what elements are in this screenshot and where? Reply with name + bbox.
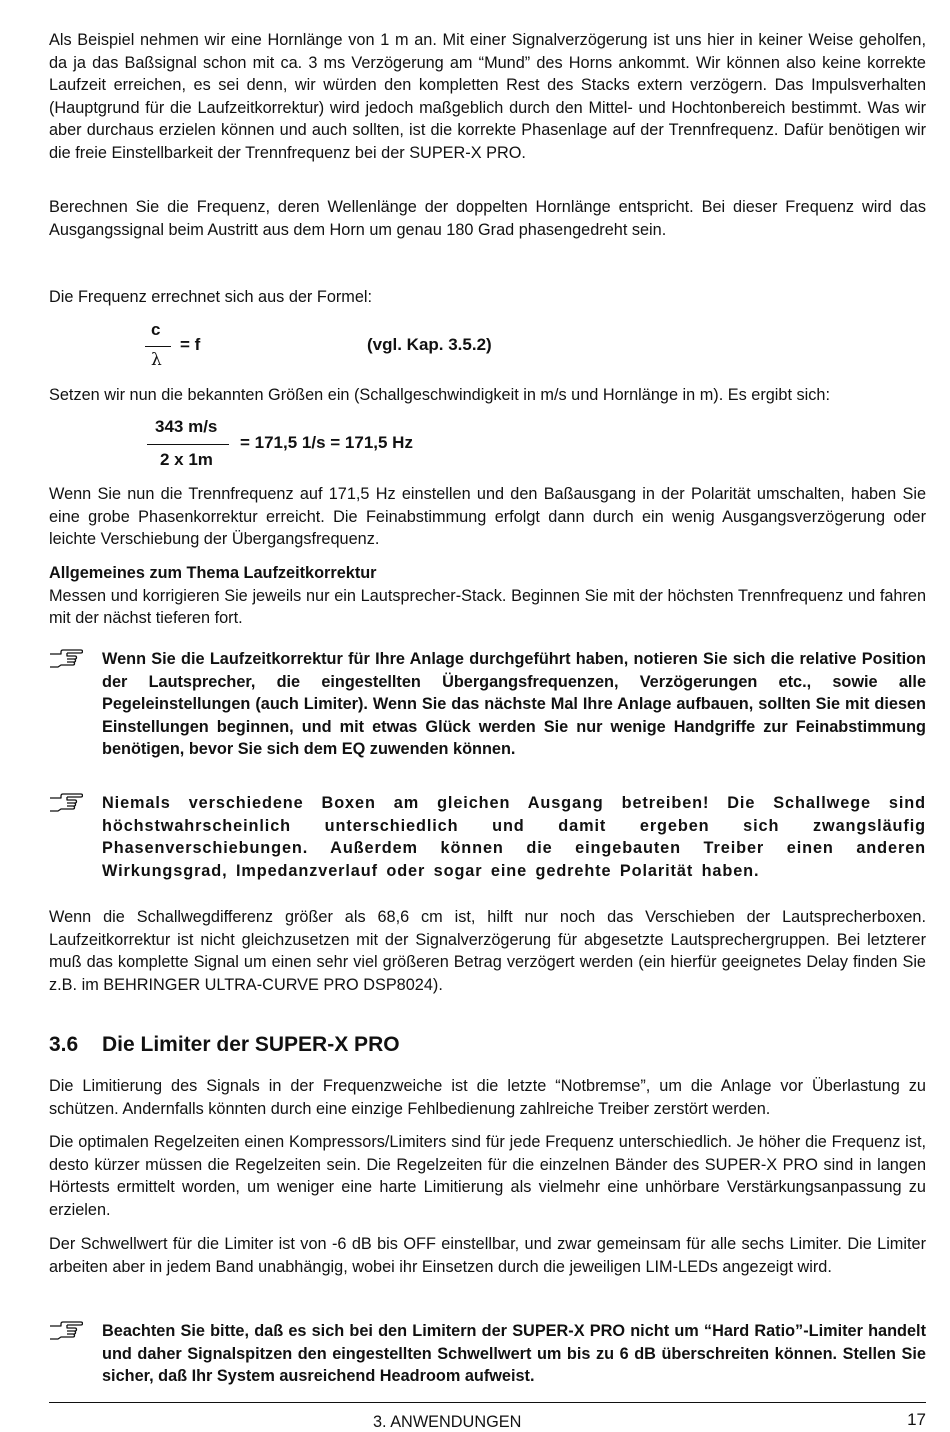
note-block: [49, 792, 926, 882]
paragraph-text: Die optimalen Regelzeiten einen Kompressors/Limiters sind für jede Frequenz unterschiedlich. Je höher die Frequenz ist, desto kürzer müssen die Regelzeiten sein. Die Regelzeiten für die einzelnen Bänder des SUPER-X PRO sind in langen Hörtests ermittelt worden, um weniger eine harte Limitierung als vielmehr eine unhörbare Verstärkungsanpassung zu erzielen.: [49, 1133, 926, 1219]
footer-chapter: 3. ANWENDUNGEN: [373, 1413, 522, 1431]
paragraph-text: Berechnen Sie die Frequenz, deren Wellenlänge der doppelten Hornlänge entspricht. Bei dieser Frequenz wird das Ausgangssignal beim Austritt aus dem Horn um genau 180 Grad phasengedreht sein.: [49, 198, 926, 239]
fraction-bar: [147, 444, 229, 445]
subheading: Allgemeines zum Thema Laufzeitkorrektur: [49, 564, 377, 582]
formula-reference: (vgl. Kap. 3.5.2): [367, 335, 492, 354]
formula-denominator: λ: [151, 350, 162, 370]
paragraph-text: Messen und korrigieren Sie jeweils nur ein Lautsprecher-Stack. Beginnen Sie mit der höchsten Trennfrequenz und fahren mit der nächst tieferen fort.: [49, 586, 926, 628]
note-block: [49, 1320, 926, 1388]
formula-result: = f: [180, 335, 201, 354]
paragraph-threshold: [49, 1233, 926, 1278]
page-number: 17: [907, 1410, 926, 1429]
paragraph-formula-intro: [49, 286, 926, 309]
pointing-hand-icon: [49, 792, 83, 814]
formula-calculation: [147, 414, 647, 476]
note-text: Wenn Sie die Laufzeitkorrektur für Ihre Anlage durchgeführt haben, notieren Sie sich die relative Position der Lautsprecher, die eingestellten Übergangsfrequenzen, Verzögerungen etc., sowie alle Pegeleinstellungen (auch Limiter). Wenn Sie das nächste Mal Ihre Anlage aufbauen, sollten Sie mit diesen Einstellungen beginnen, und mit etwas Glück werden Sie nur wenige Handgriffe zur Feinabstimmung benötigen, bevor Sie sich dem EQ zuwenden können.: [102, 650, 926, 759]
paragraph-control-times: [49, 1131, 926, 1221]
section-heading: [49, 1033, 400, 1057]
paragraph-limiter-intro: [49, 1075, 926, 1120]
note-text: Niemals verschiedene Boxen am gleichen Ausgang betreiben! Die Schallwege sind höchstwahrscheinlich unterschiedlich und damit ergeben sich zwangsläufig Phasenverschiebungen. Außerdem können die eingebauten Treiber einen anderen Wirkungsgrad, Impedanzverlauf oder sogar eine gedrehte Polarität haben.: [102, 794, 926, 880]
paragraph-phase-correction: [49, 483, 926, 551]
pointing-hand-icon: [49, 648, 83, 670]
formula-numerator: c: [151, 320, 161, 339]
paragraph-horn-example: [49, 29, 926, 165]
paragraph-path-difference: [49, 906, 926, 996]
formula-numerator: 343 m/s: [155, 417, 218, 436]
paragraph-text: Wenn Sie nun die Trennfrequenz auf 171,5 Hz einstellen und den Baßausgang in der Polarität umschalten, haben Sie eine grobe Phasenkorrektur erreicht. Die Feinabstimmung erfolgt dann durch ein wenig Ausgangsverzögerung oder leichte Verschiebung der Übergangsfrequenz.: [49, 485, 926, 549]
paragraph-text: Als Beispiel nehmen wir eine Hornlänge von 1 m an. Mit einer Signalverzögerung ist uns hier in keiner Weise geholfen, da ja das Baßsignal schon mit ca. 3 ms Verzögerung am “Mund” des Horns ankommt. Wir können also keine korrekte Laufzeit erreichen, es sei denn, wir würden den kompletten Rest des Stacks extern verzögern. Das Impulsverhalten (Hauptgrund für die Laufzeitkorrektur) wird jedoch maßgeblich durch den Mittel- und Hochtonbereich bestimmt. Was wir aber durchaus erzielen können und auch sollten, ist die korrekte Phasenlage auf der Trennfrequenz. Dafür benötigen wir die freie Einstellbarkeit der Trennfrequenz bei der SUPER-X PRO.: [49, 31, 926, 162]
subsection-time-correction: [49, 562, 926, 630]
paragraph-text: Wenn die Schallwegdifferenz größer als 68,6 cm ist, hilft nur noch das Verschieben der Lautsprecherboxen. Laufzeitkorrektur ist nicht gleichzusetzen mit der Signalverzögerung für abgesetzte Lautsprechergruppen. Bei letzterer muß das komplette Signal um einen sehr viel größeren Betrag verzögert werden (ein hierfür geeignetes Delay finden Sie z.B. im BEHRINGER ULTRA-CURVE PRO DSP8024).: [49, 908, 926, 994]
paragraph-text: Die Frequenz errechnet sich aus der Formel:: [49, 288, 373, 306]
fraction-bar: [145, 346, 171, 347]
section-title: Die Limiter der SUPER-X PRO: [102, 1033, 400, 1056]
note-text: Beachten Sie bitte, daß es sich bei den Limitern der SUPER-X PRO nicht um “Hard Ratio”-Limiter handelt und daher Signalspitzen den eingestellten Schwellwert um bis zu 6 dB überschreiten können. Stellen Sie sicher, daß Ihr System ausreichend Headroom aufweist.: [102, 1322, 926, 1386]
paragraph-text: Die Limitierung des Signals in der Frequenzweiche ist die letzte “Notbremse”, um die Anlage vor Überlastung zu schützen. Andernfalls könnten durch eine einzige Fehlbedienung zahlreiche Treiber zerstört werden.: [49, 1077, 926, 1118]
formula-result: = 171,5 1/s = 171,5 Hz: [240, 433, 413, 452]
section-number: 3.6: [49, 1033, 79, 1056]
pointing-hand-icon: [49, 1320, 83, 1342]
formula-denominator: 2 x 1m: [160, 450, 213, 469]
paragraph-text: Setzen wir nun die bekannten Größen ein (Schallgeschwindigkeit in m/s und Hornlänge in m). Es ergibt sich:: [49, 386, 830, 404]
note-block: [49, 648, 926, 761]
paragraph-insert-values: [49, 384, 926, 407]
paragraph-calc-frequency: [49, 196, 926, 241]
footer-divider: [49, 1402, 926, 1403]
formula-frequency: [145, 320, 545, 376]
paragraph-text: Der Schwellwert für die Limiter ist von -6 dB bis OFF einstellbar, und zwar gemeinsam für alle sechs Limiter. Die Limiter arbeiten aber in jedem Band unabhängig, wobei ihr Einsetzen durch die jeweiligen LIM-LEDs angezeigt wird.: [49, 1235, 926, 1276]
